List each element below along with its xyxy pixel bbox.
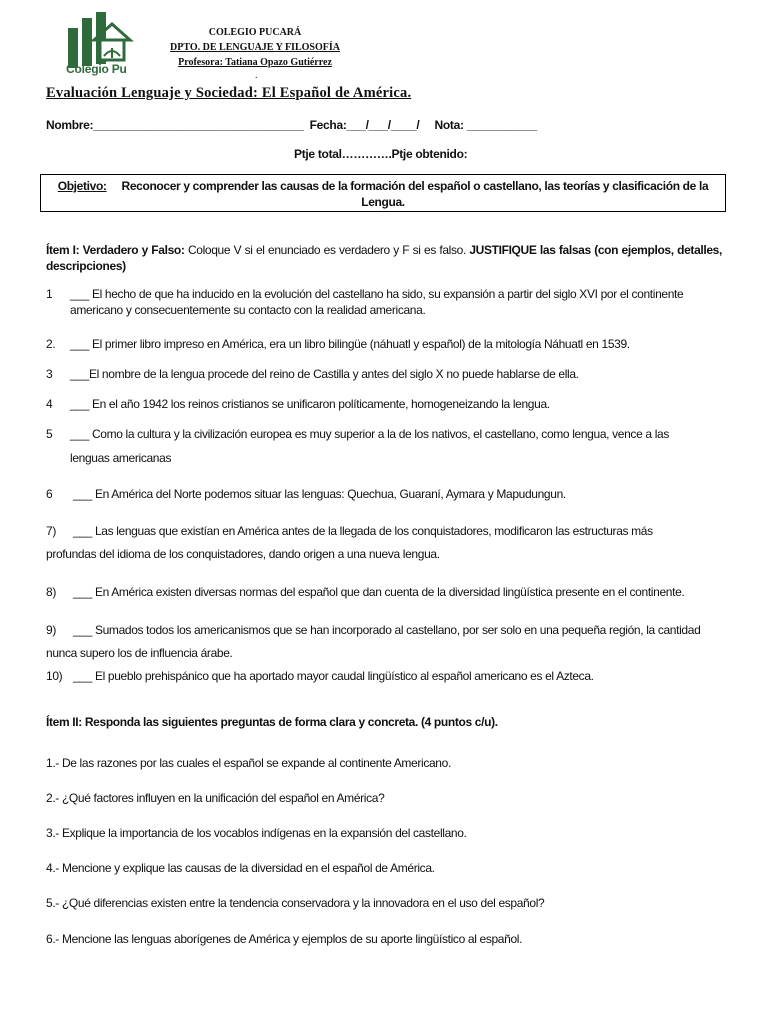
question-number: 10): [46, 669, 63, 683]
open-question-2: 2.- ¿Qué factores influyen en la unificación del español en América?: [46, 791, 385, 805]
question-text: ___ Como la cultura y la civilización europea es muy superior a la de los nativos, el castellano, como lengua, vence a las: [70, 427, 669, 441]
question-number: 1: [46, 287, 53, 301]
question-number: 4: [46, 397, 53, 411]
tf-question-6: [46, 486, 722, 502]
tf-question-5: [46, 422, 722, 470]
item1-justify: JUSTIFIQUE las falsas (con ejemplos, detalles, descripciones): [46, 243, 722, 273]
item2-label: Ítem II: Responda las siguientes preguntas de forma clara y concreta. (4 puntos c/u).: [46, 715, 498, 729]
question-text-cont: profundas del idioma de los conquistadores, dando origen a una nueva lengua.: [46, 547, 440, 561]
logo-text: Colegio Pu: [66, 62, 127, 76]
student-fields: Nombre:_________________________________ Fecha:___/___/____/ Nota: ___________: [46, 118, 537, 132]
question-text: ___ El pueblo prehispánico que ha aportado mayor caudal lingüístico al español americano es el Azteca.: [70, 669, 594, 683]
tf-question-4: [46, 396, 722, 412]
item1-instructions-text: Coloque V si el enunciado es verdadero y F si es falso.: [184, 243, 470, 257]
question-text: ___ Las lenguas que existían en América antes de la llegada de los conquistadores, modificaron las estructuras más: [70, 524, 653, 538]
question-number: 7): [46, 524, 56, 538]
question-text: ___El nombre de la lengua procede del reino de Castilla y antes del siglo X no puede hablarse de ella.: [70, 367, 579, 381]
objective-box: [40, 174, 726, 212]
question-number: 3: [46, 367, 53, 381]
tf-question-8: [46, 584, 722, 600]
tf-question-1: [46, 286, 722, 318]
question-text: ___ El primer libro impreso en América, era un libro bilingüe (náhuatl y español) de la mitología Náhuatl en 1539.: [70, 337, 630, 351]
open-question-4: 4.- Mencione y explique las causas de la diversidad en el español de América.: [46, 861, 435, 875]
question-text: ___ Sumados todos los americanismos que se han incorporado al castellano, por ser solo en una pequeña región, la cantidad: [70, 623, 701, 637]
objective-label: Objetivo:: [57, 179, 107, 193]
question-text-cont: lenguas americanas: [70, 451, 172, 465]
objective-text: Reconocer y comprender las causas de la formación del español o castellano, las teorías y clasificación de la Lengua.: [121, 179, 709, 209]
item1-label: Ítem I: Verdadero y Falso:: [46, 243, 185, 257]
question-text-cont: americano y consecuentemente su contacto con la realidad americana.: [70, 303, 426, 317]
department-name: DPTO. DE LENGUAJE Y FILOSOFÍA: [170, 42, 340, 53]
tf-question-10: [46, 668, 722, 684]
question-number: 9): [46, 623, 56, 637]
school-name: COLEGIO PUCARÁ: [208, 27, 302, 38]
open-question-5: 5.- ¿Qué diferencias existen entre la tendencia conservadora y la innovadora en el uso del español?: [46, 896, 545, 910]
tf-question-7: [46, 520, 722, 566]
score-line: Ptje total………….Ptje obtenido:: [294, 147, 468, 161]
question-number: 6: [46, 487, 53, 501]
exam-title: Evaluación Lenguaje y Sociedad: El Español de América.: [46, 85, 412, 101]
item1-instructions: [46, 242, 722, 274]
school-header: [150, 25, 360, 70]
question-number: 5: [46, 427, 53, 441]
question-text: ___ En América del Norte podemos situar las lenguas: Quechua, Guaraní, Aymara y Mapudungun.: [70, 487, 566, 501]
question-text-cont: nunca supero los de influencia árabe.: [46, 646, 233, 660]
question-text: ___ En el año 1942 los reinos cristianos se unificaron políticamente, homogeneizando la lengua.: [70, 397, 550, 411]
question-text: ___ El hecho de que ha inducido en la evolución del castellano ha sido, su expansión a partir del siglo XVI por el continente: [70, 287, 684, 301]
teacher-name: Profesora: Tatiana Opazo Gutiérrez: [178, 57, 332, 68]
tf-question-2: [46, 336, 722, 352]
question-number: 2.: [46, 337, 56, 351]
tf-question-9: [46, 619, 722, 665]
question-text: ___ En América existen diversas normas del español que dan cuenta de la diversidad lingüística presente en el continente.: [70, 585, 685, 599]
header-dot: .: [255, 70, 258, 81]
open-question-6: 6.- Mencione las lenguas aborígenes de América y ejemplos de su aporte lingüístico al español.: [46, 932, 523, 946]
open-question-3: 3.- Explique la importancia de los vocablos indígenas en la expansión del castellano.: [46, 826, 467, 840]
question-number: 8): [46, 585, 56, 599]
tf-question-3: [46, 366, 722, 382]
open-question-1: 1.- De las razones por las cuales el español se expande al continente Americano.: [46, 756, 451, 770]
